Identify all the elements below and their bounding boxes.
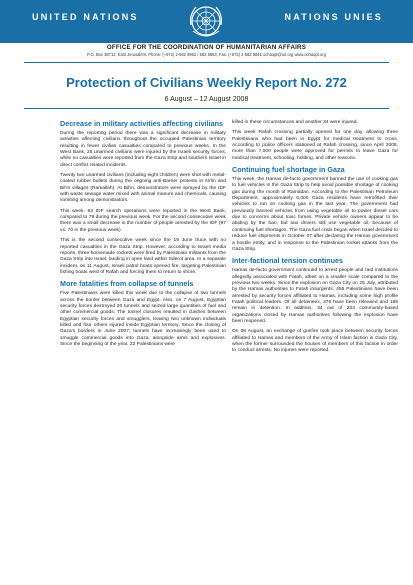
united-nations-label: UNITED NATIONS (32, 12, 139, 22)
report-dates: 6 August – 12 August 2008 (164, 96, 249, 103)
left-column (60, 120, 226, 352)
report-title: Protection of Civilians Weekly Report No. 272 (66, 75, 347, 90)
section-heading-military-activities: Decrease in military activities affecting civilians (60, 119, 223, 128)
paragraph: This week, the Hamas de-facto government banned the use of cooking gas to fuel vehicles in the Gaza Strip to help avoid possible shortage of cooking gas during the month of Ramadan. According to the Palestinian Petroleum Department, approximately 6,000 Gaza residents have retrofitted their vehicles to run on cooking gas in the last year. The government had previously banned vehicles from using vegetable oil to power diesel cars due to concerns about toxic fumes. Private vehicle owners appear to be abiding by the ban, but taxi drivers still use vegetable oil, because of continuing fuel shortages. The Gaza fuel crisis began when Israel decided to reduce fuel shipments in October 07 after declaring the Hamas government a hostile entity, and in response to the Palestinian rocket attacks from the Gaza Strip. (232, 177, 398, 252)
paragraph: Hamas de-facto government continued to arrest people and raid institutions allegedly associated with Fatah, albeit on a smaller scale compared to the previous two weeks. Since the explosion on Gaza City on 25 July, attributed by the Hamas authorities to Fatah insurgents, 455 Palestinians have been arrested by security forces affiliated to Hamas, including some high profile Fatah political leaders. Of all detainees, 376 have been released and 189 remain in detention. In addition, 34 out of 204 community-based organizations closed by Hamas authorities following the explosion have been reopened. (232, 268, 398, 324)
office-address: P.O. Box 38712, East Jerusalem, Phone: (+972) 2-582 9962 / 582 5853, Fax: (+972) 2-582 5841 ochaopt@un.org www.ochaopt.org (87, 52, 326, 57)
right-column (232, 120, 398, 359)
title-rule-top (24, 62, 389, 63)
paragraph: killed in these circumstances and another 34 were injured. (232, 120, 358, 125)
un-emblem-icon (186, 1, 226, 41)
un-header-banner (0, 0, 413, 43)
title-rule-bottom (24, 108, 389, 109)
paragraph: Twenty two unarmed civilians (including eight children) were shot with metal-coated rubber bullets during the ongoing anti-Barrier protests in Ni'lin and Bil'in villages (Ramallah). At Bil'in, demonstrators were sprayed by the IDF with waste sewage water mixed with animal manure and chemicals, causing vomiting among demonstrators. (60, 173, 226, 204)
nations-unies-label: NATIONS UNIES (284, 12, 383, 22)
paragraph: This week, 93 IDF search operations were reported in the West Bank, compared to 78 during the previous week. For the second consecutive week there was a small decrease in the number of people arrested by the IDF (97 vs. 70 in the previous week). (60, 208, 226, 233)
section-heading-inter-factional-tension: Inter-factional tension continues (232, 256, 344, 266)
office-name: OFFICE FOR THE COORDINATION OF HUMANITARIAN AFFAIRS (106, 44, 307, 51)
section-heading-tunnels: More fatalities from collapse of tunnels (60, 279, 194, 289)
paragraph: On 08 August, an exchange of gunfire took place between security forces affiliated to Hamas and members of the Army of Islam faction in Gaza City, when the former surrounded the houses of members of this faction in order to conduct arrests. No injuries were reported. (232, 329, 398, 354)
paragraph: During the reporting period there was a significant decrease in military activities affecting civilians throughout the occupied Palestinian territory resulting in fewer civilian casualties compared to previous weeks. In the West Bank, 25 unarmed civilians were injured by the Israeli security forces, while no casualties were reported from the Gaza Strip and southern Israel in direct conflict related incidents. (60, 131, 226, 168)
section-heading-fuel-shortage: Continuing fuel shortage in Gaza (232, 165, 345, 175)
paragraph: Five Palestinians were killed this week due to the collapse of two tunnels across the border between Gaza and Egypt. Also, on 7 August, Egyptian security forces destroyed 20 tunnels and seized large quantities of fuel and other commercial goods. The tunnel closures resulted in clashes between Egyptian security forces and smugglers, leaving two unknown individuals killed and four others injured inside Egyptian territory. Since the closing of Gaza's borders in June 2007, tunnels have increasingly been used to smuggle commercial goods into Gaza, alongside arms and explosives. Since the beginning of the year, 22 Palestinians were (60, 291, 226, 347)
paragraph: This is the second consecutive week since the 19 June truce with no reported casualties in the Gaza Strip. However, according to Israeli media reports, three homemade rockets were fired by Palestinian militants from the Gaza Strip into Israel, landing in open land within Sderot area. In a separate incident, on 11 August, Israeli patrol boats opened fire, targeting Palestinian fishing boats west of Rafah and forcing them to return to shore. (60, 238, 226, 275)
paragraph: This week Rafah crossing partially opened for one day, allowing three Palestinians who had been in Egypt for medical treatment to cross. According to police officers stationed at Rafah crossing, since April 2008, more than 7,000 people were approved for permits to leave Gaza for medical treatment, schooling, holding, and other reasons. (232, 130, 398, 161)
